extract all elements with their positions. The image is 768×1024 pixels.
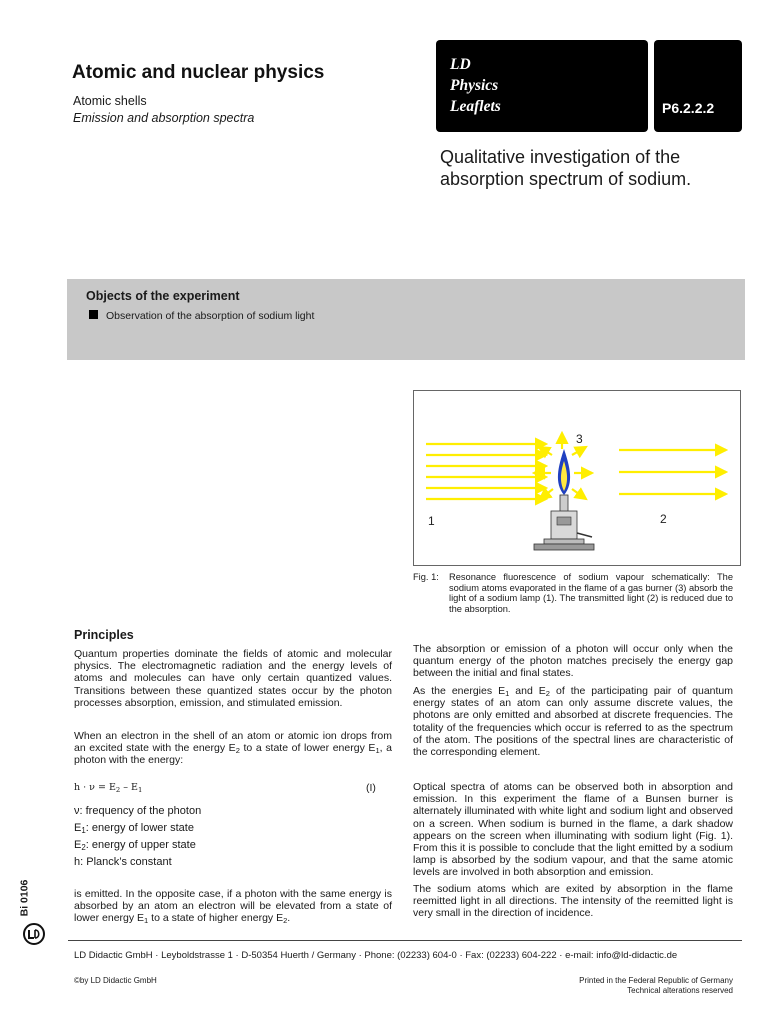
- gas-burner-icon: [534, 495, 594, 550]
- caption-label: Fig. 1:: [413, 572, 439, 582]
- definition-item: h: Planck’s constant: [74, 856, 172, 868]
- document-heading: Atomic and nuclear physics: [72, 62, 325, 83]
- incident-light-arrows: [426, 444, 546, 499]
- leaflet-code: P6.2.2.2: [662, 100, 715, 116]
- subtopic-label: Emission and absorption spectra: [73, 111, 255, 125]
- transmitted-light-arrows: [619, 450, 726, 494]
- paragraph: When an electron in the shell of an atom or atomic ion drops from an excited state with the energy $E_2$ to a state of lower energy $E_1$, a photon with the energy:: [74, 730, 392, 767]
- bullet-square-icon: [89, 310, 98, 319]
- paragraph: is emitted. In the opposite case, if a photon with the same energy is absorbed by an atom an electron will be elevated from a state of lower energy $E_1$ to a state of higher energy $E_2$.: [74, 888, 392, 926]
- energy-formula: $h \cdot \nu = E_2 - E_1$: [74, 782, 143, 794]
- figure-drawing: [414, 391, 740, 565]
- definition-item: $E_2$: energy of upper state: [74, 839, 196, 852]
- brand-line: Leaflets: [450, 98, 501, 115]
- label-transmitted: 2: [660, 512, 667, 526]
- figure-resonance-fluorescence: [413, 390, 741, 566]
- formula-number: (I): [366, 782, 376, 794]
- title-line: absorption spectrum of sodium.: [440, 169, 692, 189]
- definition-item: $E_1$: energy of lower state: [74, 822, 194, 835]
- ld-physics-leaflets-badge: [436, 40, 648, 132]
- copyright: ©by LD Didactic GmbH: [74, 976, 157, 985]
- brand-line: Physics: [450, 77, 499, 94]
- paragraph: The sodium atoms which are exited by absorption in the flame reemitted light in all directions. The intensity of the reemitted light is very small in the direction of incidence.: [413, 883, 733, 920]
- principles-heading: Principles: [74, 628, 134, 642]
- flame-icon: [558, 449, 570, 495]
- footer-address: LD Didactic GmbH · Leyboldstrasse 1 · D-50354 Huerth / Germany · Phone: (02233) 604-0 · Fax: (02233) 604-222 · e-mail: info@ld-didactic.de: [74, 950, 678, 961]
- brand-line: LD: [450, 56, 471, 73]
- paragraph: The absorption or emission of a photon will occur only when the quantum energy of the photon matches precisely the energy gap between the initial and final states.: [413, 643, 733, 680]
- document-title: [440, 146, 750, 190]
- label-burner: 3: [576, 432, 583, 446]
- printed-note: Printed in the Federal Republic of Germany Technical alterations reserved: [579, 976, 733, 995]
- objects-item: Observation of the absorption of sodium light: [106, 310, 315, 322]
- label-lamp: 1: [428, 514, 435, 528]
- footer-divider: [68, 940, 742, 941]
- title-line: Qualitative investigation of the: [440, 147, 681, 167]
- caption-text: Resonance fluorescence of sodium vapour schematically: The sodium atoms evaporated in the flame of a gas burner (3) absorb the light of a sodium lamp (1). The transmitted light (2) is reduced due to the absorption.: [449, 572, 733, 614]
- paragraph: Optical spectra of atoms can be observed both in absorption and emission. In this experiment the flame of a Bunsen burner is alternately illuminated with white light and sodium light and observed on a screen. When sodium is burned in the flame, a dark shadow appears on the screen when illuminating with sodium light (Fig. 1). From this it is possible to conclude that the light emitted by a sodium lamp is absorbed by the sodium vapour, and that the same atomic levels are involved in both absorption and emission.: [413, 781, 733, 879]
- side-code: Bi 0106: [18, 879, 31, 917]
- definition-item: ν: frequency of the photon: [74, 805, 202, 817]
- paragraph: As the energies $E_1$ and $E_2$ of the participating pair of quantum energy states of an atom can only assume discrete values, the photons are only emitted and absorbed at discrete frequencies. The totality of the frequencies which occur is referred to as the spectrum of the atom. The positions of the spectral lines are characteristic of the corresponding element.: [413, 685, 734, 759]
- paragraph: Quantum properties dominate the fields of atomic and molecular physics. The electromagnetic radiation and the energy levels of atoms and molecules can have only certain quantized values. Transitions between these quantized states occur by the photon processes absorption, emission, and stimulated emission.: [74, 648, 392, 709]
- topic-label: Atomic shells: [73, 94, 147, 108]
- objects-heading: Objects of the experiment: [86, 289, 240, 303]
- leaflet-code-badge: [654, 40, 742, 132]
- ld-logo-icon: [22, 922, 46, 946]
